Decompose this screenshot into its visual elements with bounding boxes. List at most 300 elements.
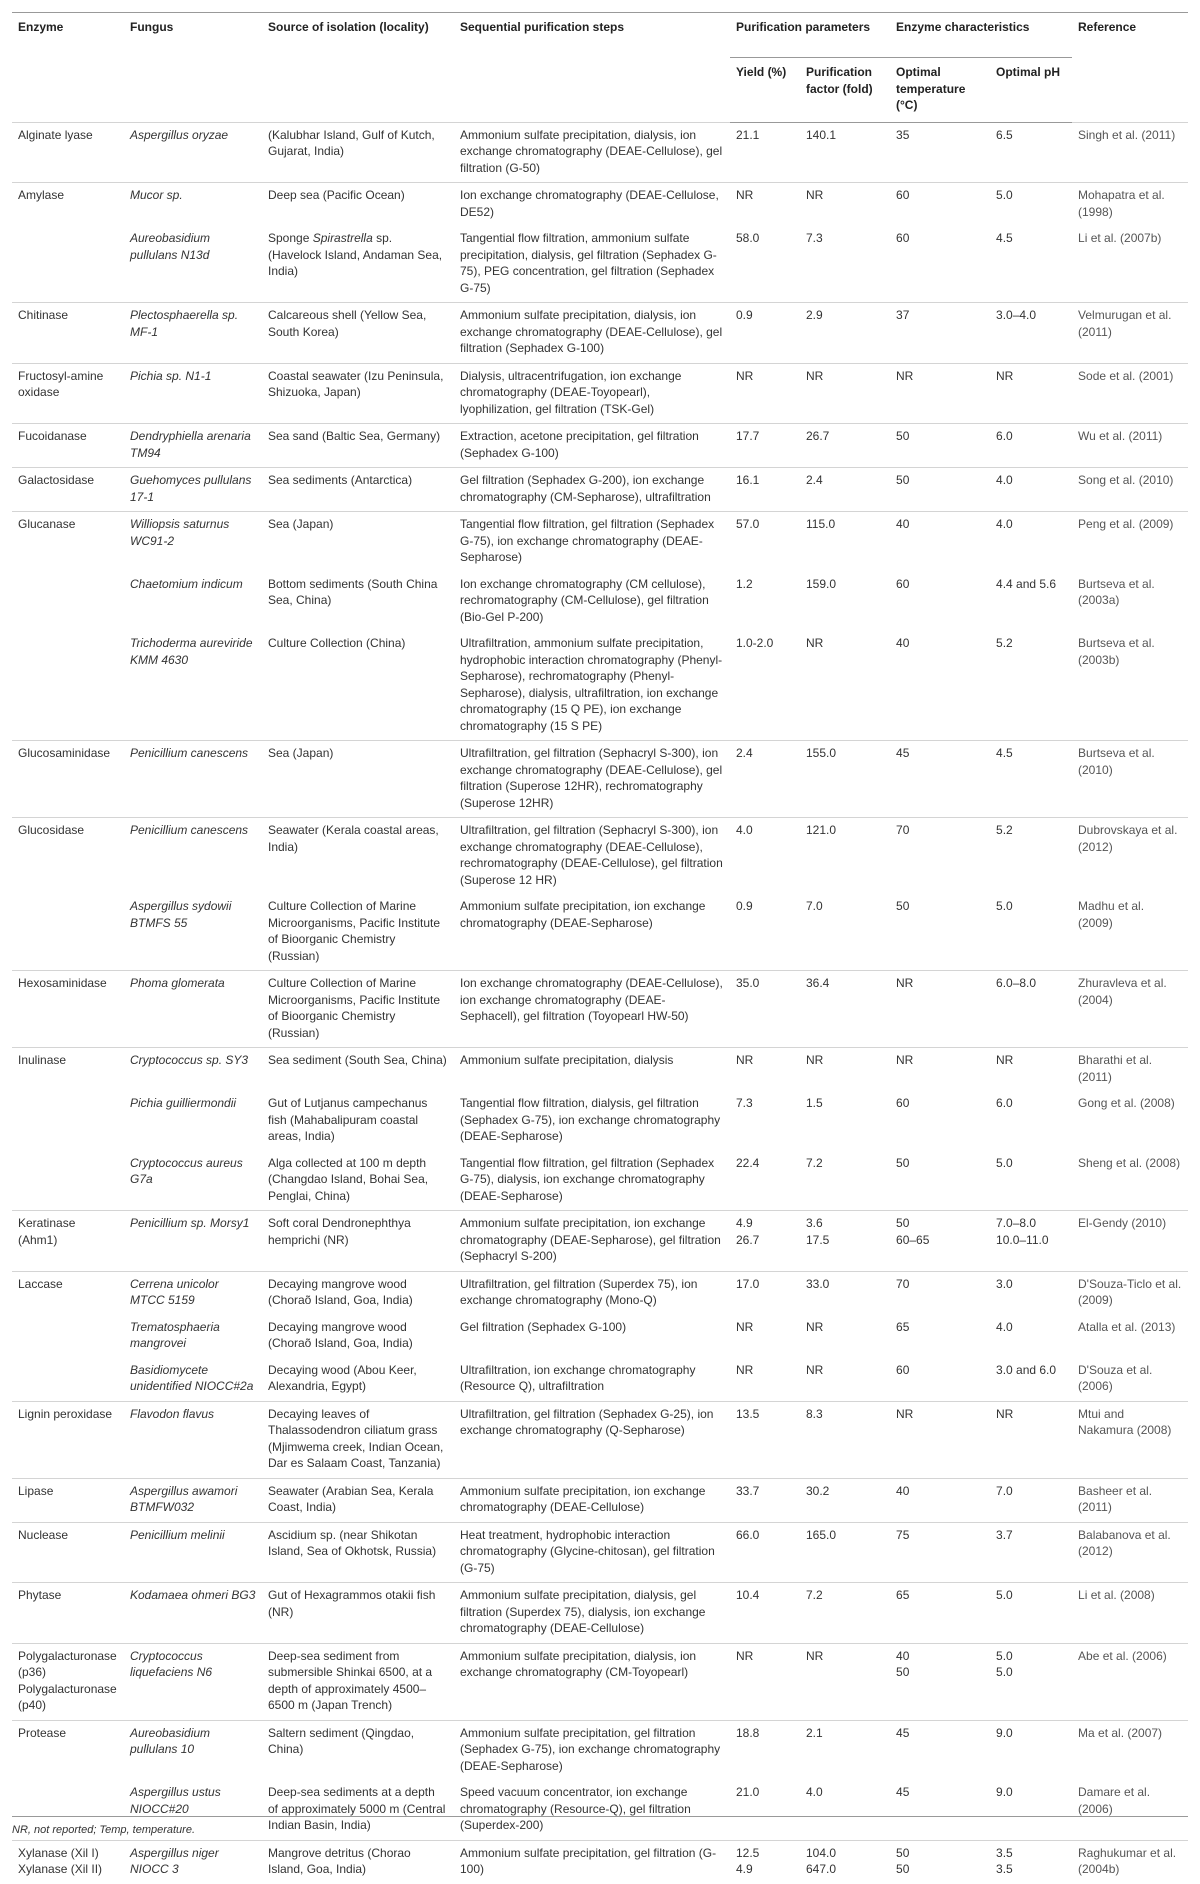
fungus-cell: Guehomyces pullulans 17-1	[124, 468, 262, 512]
enzyme-cell: Fucoidanase	[12, 424, 124, 468]
purification-factor-cell: 7.2	[806, 1155, 823, 1170]
header-optimal-ph: Optimal pH	[990, 58, 1072, 123]
purification-factor-cell: NR	[800, 1048, 890, 1092]
table-row	[12, 183, 1188, 227]
table-row	[12, 1522, 1188, 1583]
reference-cell: D'Souza et al. (2006)	[1078, 1362, 1153, 1393]
optimal-temperature-cell: 60	[896, 1096, 910, 1110]
steps-cell: Speed vacuum concentrator, ion exchange chromatography (Resource-Q), gel filtration (Superdex-200)	[460, 1785, 691, 1832]
reference-cell: Sheng et al. (2008)	[1078, 1155, 1181, 1170]
source-cell: Alga collected at 100 m depth (Changdao Island, Bohai Sea, Penglai, China)	[268, 1155, 429, 1203]
reference-cell: Balabanova et al. (2012)	[1072, 1522, 1188, 1583]
table-row	[12, 303, 1188, 364]
fungus-cell: Basidiomycete unidentified NIOCC#2a	[130, 1362, 254, 1393]
table-body	[12, 122, 1188, 1884]
reference-cell: Gong et al. (2008)	[1078, 1096, 1175, 1110]
steps-cell: Ultrafiltration, gel filtration (Sephacryl S-300), ion exchange chromatography (DEAE-Cellulose), rechromatography (DEAE-Cellulose), gel filtration (Superose 12 HR)	[454, 818, 730, 895]
enzyme-cell: Galactosidase	[12, 468, 124, 512]
source-cell: Gut of Lutjanus campechanus fish (Mahabalipuram coastal areas, India)	[268, 1096, 428, 1143]
optimal-temperature-cell: 75	[890, 1522, 990, 1583]
table-row	[12, 1315, 1188, 1358]
enzyme-cell: Glucanase	[12, 512, 124, 572]
optimal-temperature-cell: 60	[896, 1362, 910, 1377]
reference-cell: Velmurugan et al. (2011)	[1072, 303, 1188, 364]
reference-cell: Wu et al. (2011)	[1072, 424, 1188, 468]
optimal-temperature-cell: 50	[896, 899, 910, 913]
yield-cell: 17.7	[730, 424, 800, 468]
reference-cell: D'Souza-Ticlo et al. (2009)	[1072, 1271, 1188, 1315]
fungus-cell: Chaetomium indicum	[130, 576, 243, 591]
reference-cell: Mohapatra et al. (1998)	[1072, 183, 1188, 227]
fungus-cell: Trichoderma aureviride KMM 4630	[130, 636, 253, 667]
purification-factor-cell: 115.0	[800, 512, 890, 572]
source-cell: Sea (Japan)	[262, 512, 454, 572]
yield-cell: 1.0-2.0	[736, 636, 774, 650]
footer-divider	[12, 1816, 1188, 1817]
reference-cell: Atalla et al. (2013)	[1078, 1319, 1176, 1334]
table-row	[12, 1401, 1188, 1478]
steps-cell: Extraction, acetone precipitation, gel filtration (Sephadex G-100)	[454, 424, 730, 468]
yield-cell: 4.9 26.7	[730, 1211, 800, 1272]
optimal-ph-cell: 5.2	[996, 636, 1013, 650]
fungus-cell: Cerrena unicolor MTCC 5159	[124, 1271, 262, 1315]
optimal-temperature-cell: NR	[890, 1401, 990, 1478]
reference-cell: Basheer et al. (2011)	[1072, 1478, 1188, 1522]
steps-cell: Ion exchange chromatography (DEAE-Cellulose, DE52)	[454, 183, 730, 227]
header-reference: Reference	[1072, 13, 1188, 123]
reference-cell: Sode et al. (2001)	[1072, 363, 1188, 424]
enzyme-cell	[12, 1315, 124, 1358]
fungus-cell: Penicillium melinii	[124, 1522, 262, 1583]
optimal-temperature-cell: 40	[890, 512, 990, 572]
optimal-ph-cell: 4.4 and 5.6	[996, 576, 1057, 591]
source-cell: Decaying leaves of Thalassodendron ciliatum grass (Mjimwema creek, Indian Ocean, Dar es Salaam Coast, Tanzania)	[262, 1401, 454, 1478]
optimal-temperature-cell: 45	[890, 1720, 990, 1780]
purification-factor-cell: 7.3	[806, 231, 823, 245]
optimal-ph-cell: 4.5	[996, 231, 1013, 245]
header-enzyme: Enzyme	[12, 13, 124, 123]
steps-cell: Ammonium sulfate precipitation, dialysis, ion exchange chromatography (DEAE-Cellulose), gel filtration (Sephadex G-100)	[454, 303, 730, 364]
yield-cell: 18.8	[730, 1720, 800, 1780]
purification-factor-cell: 7.0	[806, 899, 823, 913]
source-cell: Sea sand (Baltic Sea, Germany)	[262, 424, 454, 468]
table-row	[12, 1271, 1188, 1315]
table-row	[12, 363, 1188, 424]
steps-cell: Ultrafiltration, ion exchange chromatography (Resource Q), ultrafiltration	[460, 1362, 696, 1393]
reference-cell: Abe et al. (2006)	[1072, 1643, 1188, 1720]
optimal-temperature-cell: 65	[890, 1583, 990, 1644]
purification-factor-cell: NR	[800, 183, 890, 227]
optimal-temperature-cell: 70	[890, 818, 990, 895]
enzyme-cell	[12, 1358, 124, 1402]
optimal-temperature-cell: 37	[890, 303, 990, 364]
reference-cell: Raghukumar et al. (2004b)	[1072, 1840, 1188, 1884]
optimal-temperature-cell: 45	[890, 741, 990, 818]
steps-cell: Ammonium sulfate precipitation, ion exchange chromatography (DEAE-Cellulose)	[454, 1478, 730, 1522]
steps-cell: Ammonium sulfate precipitation, ion exchange chromatography (DEAE-Sepharose), gel filtration (Sephacryl S-200)	[454, 1211, 730, 1272]
source-cell: Sea sediment (South Sea, China)	[262, 1048, 454, 1092]
purification-factor-cell: 159.0	[806, 576, 837, 591]
purification-factor-cell: NR	[806, 1362, 824, 1377]
enzyme-cell	[12, 1091, 124, 1151]
source-cell: Coastal seawater (Izu Peninsula, Shizuoka, Japan)	[262, 363, 454, 424]
table-row	[12, 894, 1188, 971]
steps-cell: Ultrafiltration, gel filtration (Sephadex G-25), ion exchange chromatography (Q-Sepharose)	[454, 1401, 730, 1478]
table-row	[12, 1583, 1188, 1644]
enzyme-cell: Glucosaminidase	[12, 741, 124, 818]
table-row	[12, 971, 1188, 1048]
source-cell: Sea (Japan)	[262, 741, 454, 818]
yield-cell: NR	[730, 1643, 800, 1720]
purification-factor-cell: 36.4	[800, 971, 890, 1048]
enzyme-cell: Inulinase	[12, 1048, 124, 1092]
enzyme-cell	[12, 226, 124, 303]
source-cell: Saltern sediment (Qingdao, China)	[262, 1720, 454, 1780]
enzyme-cell: Lignin peroxidase	[12, 1401, 124, 1478]
reference-cell: Li et al. (2008)	[1072, 1583, 1188, 1644]
optimal-temperature-cell: 65	[896, 1319, 910, 1334]
optimal-ph-cell: 3.5 3.5	[990, 1840, 1072, 1884]
enzyme-cell	[12, 572, 124, 632]
yield-cell: 22.4	[736, 1155, 760, 1170]
yield-cell: 17.0	[730, 1271, 800, 1315]
steps-cell: Tangential flow filtration, gel filtration (Sephadex G-75), dialysis, ion exchange chromatography (DEAE-Sepharose)	[460, 1155, 715, 1203]
fungus-cell: Penicillium canescens	[124, 818, 262, 895]
steps-cell: Ammonium sulfate precipitation, dialysis, ion exchange chromatography (CM-Toyopearl)	[454, 1643, 730, 1720]
optimal-ph-cell: 5.2	[990, 818, 1072, 895]
optimal-ph-cell: 5.0	[996, 1155, 1013, 1170]
reference-cell: Ma et al. (2007)	[1072, 1720, 1188, 1780]
fungus-cell: Aureobasidium pullulans 10	[124, 1720, 262, 1780]
enzyme-cell	[12, 1151, 124, 1211]
header-purification-parameters: Purification parameters	[730, 13, 890, 58]
source-cell: Decaying mangrove wood (Choraõ Island, Goa, India)	[262, 1271, 454, 1315]
yield-cell: 2.4	[730, 741, 800, 818]
optimal-temperature-cell: 50	[890, 424, 990, 468]
steps-cell: Ultrafiltration, gel filtration (Sephacryl S-300), ion exchange chromatography (DEAE-Cellulose), gel filtration (Superose 12HR), rechromatography (Superose 12HR)	[454, 741, 730, 818]
optimal-temperature-cell: 40	[896, 636, 910, 650]
optimal-ph-cell: 4.5	[990, 741, 1072, 818]
optimal-temperature-cell: 40 50	[890, 1643, 990, 1720]
enzyme-cell: Nuclease	[12, 1522, 124, 1583]
fungus-cell: Flavodon flavus	[124, 1401, 262, 1478]
enzyme-cell: Fructosyl-amine oxidase	[12, 363, 124, 424]
reference-cell: Singh et al. (2011)	[1072, 122, 1188, 183]
optimal-ph-cell: 6.0	[996, 1096, 1013, 1110]
fungus-cell: Cryptococcus liquefaciens N6	[124, 1643, 262, 1720]
enzyme-cell: Glucosidase	[12, 818, 124, 895]
enzyme-cell: Laccase	[12, 1271, 124, 1315]
table-row	[12, 424, 1188, 468]
header-source: Source of isolation (locality)	[262, 13, 454, 123]
source-cell: (Kalubhar Island, Gulf of Kutch, Gujarat, India)	[262, 122, 454, 183]
optimal-ph-cell: 3.0	[990, 1271, 1072, 1315]
yield-cell: 33.7	[730, 1478, 800, 1522]
purification-factor-cell: NR	[800, 363, 890, 424]
reference-cell: Bharathi et al. (2011)	[1072, 1048, 1188, 1092]
purification-factor-cell: NR	[806, 636, 824, 650]
fungus-cell: Penicillium sp. Morsy1	[124, 1211, 262, 1272]
fungus-cell: Aspergillus oryzae	[124, 122, 262, 183]
source-cell: Deep sea (Pacific Ocean)	[262, 183, 454, 227]
steps-cell: Ultrafiltration, gel filtration (Superdex 75), ion exchange chromatography (Mono-Q)	[454, 1271, 730, 1315]
optimal-ph-cell: NR	[990, 1048, 1072, 1092]
table-row	[12, 741, 1188, 818]
enzyme-cell	[12, 631, 124, 741]
table-row	[12, 572, 1188, 632]
fungus-cell: Dendryphiella arenaria TM94	[124, 424, 262, 468]
yield-cell: 58.0	[736, 231, 760, 245]
purification-factor-cell: 2.9	[800, 303, 890, 364]
purification-factor-cell: 4.0	[806, 1785, 823, 1799]
enzyme-cell: Hexosaminidase	[12, 971, 124, 1048]
header-steps: Sequential purification steps	[454, 13, 730, 123]
purification-factor-cell: 104.0 647.0	[800, 1840, 890, 1884]
optimal-ph-cell: 6.0	[990, 424, 1072, 468]
purification-factor-cell: 33.0	[800, 1271, 890, 1315]
yield-cell: 35.0	[730, 971, 800, 1048]
source-cell: Deep-sea sediment from submersible Shinkai 6500, at a depth of approximately 4500–6500 m (Japan Trench)	[262, 1643, 454, 1720]
table-row	[12, 512, 1188, 572]
header-fungus: Fungus	[124, 13, 262, 123]
fungus-cell: Phoma glomerata	[124, 971, 262, 1048]
fungus-cell: Aureobasidium pullulans N13d	[130, 231, 211, 262]
optimal-ph-cell: 7.0	[990, 1478, 1072, 1522]
source-cell: Sea sediments (Antarctica)	[262, 468, 454, 512]
fungus-cell: Aspergillus awamori BTMFW032	[124, 1478, 262, 1522]
optimal-ph-cell: 5.0	[990, 183, 1072, 227]
purification-factor-cell: 8.3	[800, 1401, 890, 1478]
header-purification-factor: Purification factor (fold)	[800, 58, 890, 123]
yield-cell: 12.5 4.9	[730, 1840, 800, 1884]
optimal-temperature-cell: 60	[896, 576, 910, 591]
fungus-cell: Kodamaea ohmeri BG3	[124, 1583, 262, 1644]
optimal-ph-cell: 5.0	[996, 899, 1013, 913]
purification-factor-cell: 2.4	[800, 468, 890, 512]
optimal-temperature-cell: 45	[896, 1785, 910, 1799]
table-row	[12, 1840, 1188, 1884]
header-optimal-temperature: Optimal temperature (°C)	[890, 58, 990, 123]
reference-cell: Li et al. (2007b)	[1078, 231, 1162, 245]
purification-factor-cell: 165.0	[800, 1522, 890, 1583]
table-row	[12, 1091, 1188, 1151]
reference-cell: Dubrovskaya et al. (2012)	[1072, 818, 1188, 895]
yield-cell: 13.5	[730, 1401, 800, 1478]
steps-cell: Ultrafiltration, ammonium sulfate precipitation, hydrophobic interaction chromatography (Phenyl-Sepharose), rechromatography (Phenyl-Sepharose), dialysis, ultrafiltration, ion exchange chromatography (15 Q PE), ion exchange chromatography (15 S PE)	[460, 636, 723, 733]
purification-factor-cell: NR	[800, 1643, 890, 1720]
yield-cell: NR	[736, 1319, 754, 1334]
table-row	[12, 1151, 1188, 1211]
reference-cell: Burtseva et al. (2003b)	[1078, 636, 1155, 667]
source-cell: Ascidium sp. (near Shikotan Island, Sea of Okhotsk, Russia)	[262, 1522, 454, 1583]
reference-cell: Zhuravleva et al. (2004)	[1072, 971, 1188, 1048]
reference-cell: Burtseva et al. (2003a)	[1078, 576, 1155, 607]
fungus-cell: Aspergillus ustus NIOCC#20	[130, 1785, 221, 1816]
table-row	[12, 226, 1188, 303]
yield-cell: 21.1	[730, 122, 800, 183]
optimal-ph-cell: 5.0 5.0	[990, 1643, 1072, 1720]
reference-cell: El-Gendy (2010)	[1072, 1211, 1188, 1272]
enzyme-cell: Keratinase (Ahm1)	[12, 1211, 124, 1272]
reference-cell: Peng et al. (2009)	[1072, 512, 1188, 572]
source-cell: Mangrove detritus (Chorao Island, Goa, India)	[262, 1840, 454, 1884]
fungus-cell: Aspergillus niger NIOCC 3	[124, 1840, 262, 1884]
optimal-temperature-cell: 60	[896, 231, 910, 245]
steps-cell: Tangential flow filtration, gel filtration (Sephadex G-75), ion exchange chromatography (DEAE-Sepharose)	[454, 512, 730, 572]
optimal-temperature-cell: 35	[890, 122, 990, 183]
steps-cell: Ammonium sulfate precipitation, dialysis, gel filtration (Superdex 75), dialysis, ion exchange chromatography (DEAE-Cellulose)	[454, 1583, 730, 1644]
steps-cell: Ammonium sulfate precipitation, gel filtration (Sephadex G-75), ion exchange chromatography (DEAE-Sepharose)	[454, 1720, 730, 1780]
reference-cell: Burtseva et al. (2010)	[1072, 741, 1188, 818]
purification-factor-cell: 1.5	[806, 1096, 823, 1110]
source-cell: Culture Collection of Marine Microorganisms, Pacific Institute of Bioorganic Chemistry (Russian)	[268, 899, 441, 963]
purification-factor-cell: 155.0	[800, 741, 890, 818]
fungus-cell: Aspergillus sydowii BTMFS 55	[130, 899, 232, 930]
purification-factor-cell: NR	[806, 1319, 824, 1334]
source-cell: Gut of Hexagrammos otakii fish (NR)	[262, 1583, 454, 1644]
optimal-temperature-cell: NR	[890, 363, 990, 424]
yield-cell: NR	[730, 1048, 800, 1092]
fungus-cell: Plectosphaerella sp. MF-1	[124, 303, 262, 364]
source-cell: Deep-sea sediments at a depth of approximately 5000 m (Central Indian Basin, India)	[268, 1785, 446, 1832]
optimal-temperature-cell: 50	[896, 1155, 910, 1170]
purification-factor-cell: 140.1	[800, 122, 890, 183]
optimal-ph-cell: 4.0	[990, 468, 1072, 512]
optimal-ph-cell: 6.5	[990, 122, 1072, 183]
yield-cell: NR	[736, 1362, 754, 1377]
yield-cell: NR	[730, 183, 800, 227]
optimal-temperature-cell: 50	[890, 468, 990, 512]
optimal-ph-cell: 9.0	[996, 1785, 1013, 1799]
yield-cell: 16.1	[730, 468, 800, 512]
reference-cell: Damare et al. (2006)	[1078, 1785, 1151, 1816]
optimal-ph-cell: NR	[990, 363, 1072, 424]
steps-cell: Gel filtration (Sephadex G-200), ion exchange chromatography (CM-Sepharose), ultrafiltration	[454, 468, 730, 512]
optimal-ph-cell: 6.0–8.0	[990, 971, 1072, 1048]
purification-factor-cell: 26.7	[800, 424, 890, 468]
optimal-ph-cell: 5.0	[990, 1583, 1072, 1644]
optimal-ph-cell: 4.0	[996, 1319, 1013, 1334]
enzyme-cell: Polygalacturonase (p36) Polygalacturonase (p40)	[12, 1643, 124, 1720]
purification-factor-cell: 3.6 17.5	[800, 1211, 890, 1272]
reference-cell: Mtui and Nakamura (2008)	[1072, 1401, 1188, 1478]
steps-cell: Ammonium sulfate precipitation, dialysis, ion exchange chromatography (DEAE-Cellulose), gel filtration (G-50)	[454, 122, 730, 183]
optimal-ph-cell: 4.0	[990, 512, 1072, 572]
table-row	[12, 1358, 1188, 1402]
fungus-cell: Mucor sp.	[124, 183, 262, 227]
yield-cell: 4.0	[730, 818, 800, 895]
table-row	[12, 1211, 1188, 1272]
yield-cell: 21.0	[736, 1785, 760, 1799]
source-cell: Culture Collection of Marine Microorganisms, Pacific Institute of Bioorganic Chemistry (Russian)	[262, 971, 454, 1048]
optimal-ph-cell: 3.0 and 6.0	[996, 1362, 1057, 1377]
source-cell: Culture Collection (China)	[268, 636, 406, 650]
enzyme-cell: Chitinase	[12, 303, 124, 364]
steps-cell: Dialysis, ultracentrifugation, ion exchange chromatography (DEAE-Toyopearl), lyophilization, gel filtration (TSK-Gel)	[454, 363, 730, 424]
fungus-cell: Cryptococcus aureus G7a	[130, 1155, 243, 1186]
enzyme-cell: Xylanase (Xil I) Xylanase (Xil II)	[12, 1840, 124, 1884]
enzyme-cell: Protease	[12, 1720, 124, 1780]
reference-cell: Song et al. (2010)	[1072, 468, 1188, 512]
enzyme-cell: Lipase	[12, 1478, 124, 1522]
steps-cell: Gel filtration (Sephadex G-100)	[460, 1319, 627, 1334]
header-enzyme-characteristics: Enzyme characteristics	[890, 13, 1072, 58]
source-cell: Decaying mangrove wood (Choraõ Island, Goa, India)	[268, 1319, 413, 1350]
yield-cell: 1.2	[736, 576, 753, 591]
optimal-ph-cell: 9.0	[990, 1720, 1072, 1780]
optimal-ph-cell: NR	[990, 1401, 1072, 1478]
species-name: Spirastrella	[312, 231, 373, 245]
table-row	[12, 122, 1188, 183]
table-row	[12, 1720, 1188, 1780]
steps-cell: Tangential flow filtration, ammonium sulfate precipitation, dialysis, gel filtration (Sephadex G-75), PEG concentration, gel filtration (Sephadex G-75)	[460, 231, 717, 295]
header-yield: Yield (%)	[730, 58, 800, 123]
optimal-ph-cell: 7.0–8.0 10.0–11.0	[990, 1211, 1072, 1272]
fungus-cell: Pichia sp. N1-1	[124, 363, 262, 424]
enzyme-cell: Phytase	[12, 1583, 124, 1644]
yield-cell: 0.9	[736, 899, 753, 913]
table-row	[12, 1478, 1188, 1522]
yield-cell: NR	[730, 363, 800, 424]
steps-cell: Ammonium sulfate precipitation, dialysis	[454, 1048, 730, 1092]
steps-cell: Ion exchange chromatography (CM cellulose), rechromatography (CM-Cellulose), gel filtration (Bio-Gel P-200)	[460, 576, 709, 624]
steps-cell: Tangential flow filtration, dialysis, gel filtration (Sephadex G-75), ion exchange chromatography (DEAE-Sepharose)	[460, 1096, 721, 1143]
reference-cell: Madhu et al. (2009)	[1078, 899, 1145, 930]
yield-cell: 66.0	[730, 1522, 800, 1583]
steps-cell: Ion exchange chromatography (DEAE-Cellulose), ion exchange chromatography (DEAE-Sephacell), gel filtration (Toyopearl HW-50)	[454, 971, 730, 1048]
table-row	[12, 1048, 1188, 1092]
source-cell: Soft coral Dendronephthya hemprichi (NR)	[262, 1211, 454, 1272]
yield-cell: 7.3	[736, 1096, 753, 1110]
footnote: NR, not reported; Temp, temperature.	[12, 1824, 196, 1836]
table-row	[12, 468, 1188, 512]
enzyme-table	[12, 12, 1188, 1884]
enzyme-cell: Amylase	[12, 183, 124, 227]
purification-factor-cell: 7.2	[800, 1583, 890, 1644]
optimal-temperature-cell: 70	[890, 1271, 990, 1315]
optimal-ph-cell: 3.7	[990, 1522, 1072, 1583]
optimal-temperature-cell: 50 50	[890, 1840, 990, 1884]
source-cell: Sponge Spirastrella sp. (Havelock Island, Andaman Sea, India)	[268, 231, 443, 278]
optimal-temperature-cell: 50 60–65	[890, 1211, 990, 1272]
fungus-cell: Cryptococcus sp. SY3	[124, 1048, 262, 1092]
source-cell: Seawater (Arabian Sea, Kerala Coast, India)	[262, 1478, 454, 1522]
steps-cell: Ammonium sulfate precipitation, ion exchange chromatography (DEAE-Sepharose)	[460, 899, 706, 930]
steps-cell: Ammonium sulfate precipitation, gel filtration (G-100)	[454, 1840, 730, 1884]
yield-cell: 10.4	[730, 1583, 800, 1644]
optimal-ph-cell: 3.0–4.0	[990, 303, 1072, 364]
fungus-cell: Williopsis saturnus WC91-2	[124, 512, 262, 572]
optimal-temperature-cell: 60	[890, 183, 990, 227]
enzyme-cell	[12, 894, 124, 971]
table-row	[12, 1643, 1188, 1720]
fungus-cell: Trematosphaeria mangrovei	[130, 1319, 220, 1350]
yield-cell: 57.0	[730, 512, 800, 572]
purification-factor-cell: 2.1	[800, 1720, 890, 1780]
optimal-temperature-cell: NR	[890, 971, 990, 1048]
enzyme-cell: Alginate lyase	[12, 122, 124, 183]
table-row	[12, 631, 1188, 741]
source-cell: Seawater (Kerala coastal areas, India)	[262, 818, 454, 895]
fungus-cell: Penicillium canescens	[124, 741, 262, 818]
purification-factor-cell: 121.0	[800, 818, 890, 895]
purification-factor-cell: 30.2	[800, 1478, 890, 1522]
fungus-cell: Pichia guilliermondii	[130, 1096, 237, 1110]
source-cell: Calcareous shell (Yellow Sea, South Korea)	[262, 303, 454, 364]
source-cell: Bottom sediments (South China Sea, China)	[268, 576, 438, 607]
source-cell: Decaying wood (Abou Keer, Alexandria, Egypt)	[268, 1362, 417, 1393]
yield-cell: 0.9	[730, 303, 800, 364]
